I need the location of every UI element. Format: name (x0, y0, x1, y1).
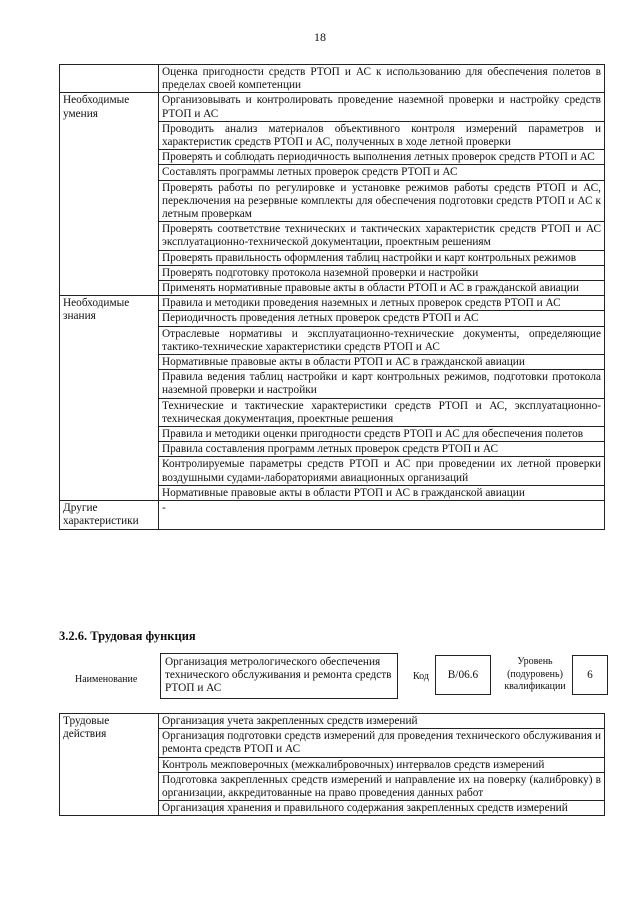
table-cell: Контроль межповерочных (межкалибровочных) интервалов средств измерений (159, 757, 605, 772)
labor-actions-table (59, 713, 605, 816)
table-cell: - (159, 501, 605, 529)
table-cell: Проверять подготовку протокола наземной проверки и настройки (159, 265, 605, 280)
qualification-level-label: Уровень (подуровень) квалификации (504, 656, 566, 692)
table-cell: Проверять соответствие технических и тактических характеристик средств РТОП и АС эксплуатационно-технической документации, проектным решениям (159, 222, 605, 250)
table-cell: Организация подготовки средств измерений для проведения технического обслуживания и ремонта средств РТОП и АС (159, 729, 605, 757)
table-cell: Применять нормативные правовые акты в области РТОП и АС в гражданской авиации (159, 281, 605, 296)
function-name: Организация метрологического обеспечения технического обслуживания и ремонта средств РТОП и АС (160, 653, 398, 699)
table-cell: Технические и тактические характеристики средств РТОП и АС, эксплуатационно-техническая документация, проектные решения (159, 398, 605, 426)
table-cell: Правила ведения таблиц настройки и карт контрольных режимов, подготовки протокола наземной проверки и настройки (159, 370, 605, 398)
code-label: Код (413, 671, 429, 682)
table-row (60, 501, 605, 529)
table-cell: Организация учета закрепленных средств измерений (159, 714, 605, 729)
table-cell: Организовывать и контролировать проведение наземной проверки и настройку средств РТОП и АС (159, 93, 605, 121)
name-label: Наименование (75, 674, 138, 685)
qualification-level: 6 (572, 655, 608, 695)
table-cell: Правила и методики проведения наземных и летных проверок средств РТОП и АС (159, 296, 605, 311)
table-cell: Подготовка закрепленных средств измерений и направление их на поверку (калибровку) в организации, аккредитованные на право проведения данных работ (159, 772, 605, 800)
row-group-label: Другие характеристики (60, 501, 159, 529)
table-row (60, 296, 605, 311)
competency-table (59, 64, 605, 530)
table-row (60, 93, 605, 121)
table-cell: Контролируемые параметры средств РТОП и АС при проведении их летной проверки воздушными судами-лабораториями авиационных организаций (159, 457, 605, 485)
row-group-label: Необходимые знания (60, 296, 159, 501)
table-cell: Отраслевые нормативы и эксплуатационно-технические документы, определяющие тактико-технические характеристики средств РТОП и АС (159, 326, 605, 354)
table-cell: Проверять правильность оформления таблиц настройки и карт контрольных режимов (159, 250, 605, 265)
labor-function-header (59, 653, 605, 703)
table-row (60, 714, 605, 729)
table-cell: Проводить анализ материалов объективного контроля измерений параметров и характеристик средств РТОП и АС, полученных в ходе летной проверки (159, 121, 605, 149)
table-cell: Проверять работы по регулировке и установке режимов работы средств РТОП и АС, переключения на резервные комплекты для обеспечения подготовки средств РТОП и АС к летным проверкам (159, 180, 605, 222)
function-code: B/06.6 (435, 655, 491, 695)
row-group-label: Необходимые умения (60, 93, 159, 296)
table-cell: Нормативные правовые акты в области РТОП и АС в гражданской авиации (159, 485, 605, 500)
table-cell: Составлять программы летных проверок средств РТОП и АС (159, 165, 605, 180)
table-row (60, 65, 605, 93)
table-cell: Нормативные правовые акты в области РТОП и АС в гражданской авиации (159, 355, 605, 370)
table-cell: Правила составления программ летных проверок средств РТОП и АС (159, 442, 605, 457)
table-cell: Правила и методики оценки пригодности средств РТОП и АС для обеспечения полетов (159, 427, 605, 442)
page-number: 18 (314, 30, 326, 44)
table-cell: Периодичность проведения летных проверок средств РТОП и АС (159, 311, 605, 326)
table-cell: Проверять и соблюдать периодичность выполнения летных проверок средств РТОП и АС (159, 150, 605, 165)
section-heading: 3.2.6. Трудовая функция (59, 629, 196, 643)
table-cell: Оценка пригодности средств РТОП и АС к использованию для обеспечения полетов в пределах своей компетенции (159, 65, 605, 93)
row-group-label (60, 65, 159, 93)
row-group-label: Трудовые действия (60, 714, 159, 816)
table-cell: Организация хранения и правильного содержания закрепленных средств измерений (159, 801, 605, 816)
